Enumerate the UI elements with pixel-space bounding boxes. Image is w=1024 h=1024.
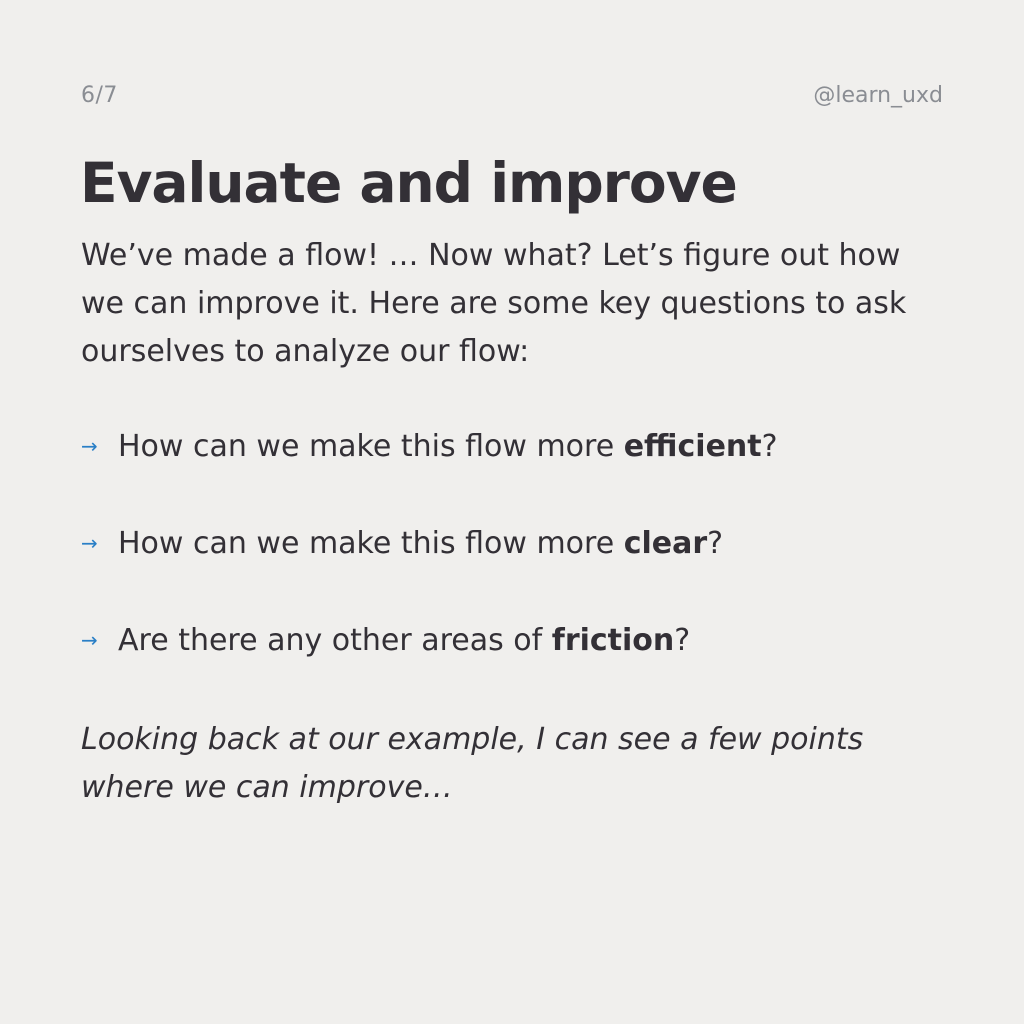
arrow-right-icon: → [81, 628, 98, 652]
list-item-text: How can we make this flow more efficient? [118, 428, 778, 464]
page-title: Evaluate and improve [80, 151, 737, 215]
author-handle: @learn_uxd [813, 83, 943, 108]
closing-paragraph: Looking back at our example, I can see a few points where we can improve… [81, 722, 864, 805]
arrow-right-icon: → [81, 434, 98, 458]
list-item [81, 422, 778, 470]
question-list [81, 422, 778, 713]
list-item-text: Are there any other areas of friction? [118, 622, 691, 658]
list-item-text: How can we make this flow more clear? [118, 525, 724, 561]
arrow-right-icon: → [81, 531, 98, 555]
list-item [81, 519, 778, 567]
intro-paragraph: We’ve made a flow! … Now what? Let’s figure out how we can improve it. Here are some key questions to ask ourselves to analyze our flow: [81, 238, 907, 369]
list-item [81, 616, 778, 664]
page-counter: 6/7 [81, 83, 118, 108]
